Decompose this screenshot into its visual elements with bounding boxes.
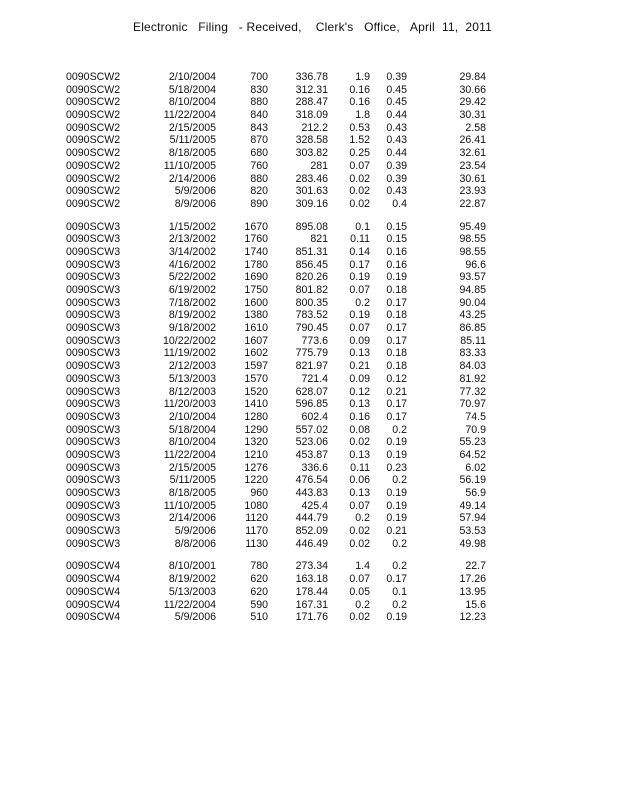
table-cell: 1410 — [244, 398, 268, 411]
table-cell: 0090SCW3 — [66, 296, 121, 309]
table-cell: 84.03 — [459, 360, 486, 373]
table-cell: 0.45 — [386, 96, 407, 109]
table-cell: 0.02 — [349, 611, 370, 624]
table-cell: 0.09 — [349, 372, 370, 385]
table-cell: 0.07 — [349, 499, 370, 512]
table-cell: 178.44 — [295, 585, 328, 598]
table-cell: 1602 — [244, 347, 268, 360]
table-cell: 1220 — [244, 474, 268, 487]
table-cell: 820.26 — [295, 271, 328, 284]
table-cell: 620 — [250, 573, 268, 586]
table-cell: 0090SCW4 — [66, 573, 121, 586]
table-cell: 0.2 — [355, 512, 370, 525]
table-cell: 55.23 — [459, 436, 486, 449]
page-header: Electronic Filing - Received, Clerk's Office, April 11, 2011 — [132, 20, 493, 34]
table-cell: 23.93 — [459, 185, 486, 198]
table-cell: 0090SCW3 — [66, 372, 121, 385]
table-cell: 1610 — [244, 322, 268, 335]
table-cell: 17.26 — [459, 573, 486, 586]
table-cell: 2/10/2004 — [168, 71, 216, 83]
table-cell: 57.94 — [459, 512, 486, 525]
table-cell: 0.19 — [386, 487, 407, 499]
table-cell: 0.43 — [386, 121, 407, 134]
table-cell: 0090SCW3 — [66, 512, 121, 525]
table-cell: 1670 — [244, 220, 268, 233]
table-cell: 8/19/2002 — [168, 309, 216, 322]
table-cell: 0090SCW3 — [66, 220, 121, 233]
table-cell: 0.2 — [392, 560, 407, 573]
table-cell: 0090SCW3 — [66, 347, 121, 360]
table-cell: 700 — [250, 71, 268, 83]
table-cell: 801.82 — [295, 284, 328, 296]
table-cell: 596.85 — [295, 398, 328, 411]
table-cell: 0090SCW4 — [66, 611, 121, 624]
table-cell: 0.2 — [392, 423, 407, 436]
table-cell: 3/14/2002 — [168, 245, 216, 258]
table-cell: 880 — [250, 172, 268, 185]
table-cell: 90.04 — [459, 296, 486, 309]
table-cell: 2/12/2003 — [168, 360, 216, 373]
table-cell: 6/19/2002 — [168, 284, 216, 296]
table-cell: 0.16 — [386, 258, 407, 271]
table-cell: 5/11/2005 — [169, 134, 216, 147]
table-cell: 8/18/2005 — [168, 147, 216, 160]
table-cell: 98.55 — [459, 245, 486, 258]
table-cell: 0.19 — [386, 611, 407, 624]
table-cell: 0.2 — [355, 296, 370, 309]
table-cell: 0.16 — [349, 83, 370, 96]
table-cell: 820 — [250, 185, 268, 198]
table-cell: 1290 — [244, 423, 268, 436]
table-cell: 0090SCW3 — [66, 284, 121, 296]
table-cell: 0.08 — [349, 423, 370, 436]
table-cell: 30.31 — [459, 109, 486, 122]
table-cell: 0090SCW2 — [66, 83, 121, 96]
table-cell: 523.06 — [295, 436, 328, 449]
table-cell: 303.82 — [295, 147, 328, 160]
table-cell: 800.35 — [295, 296, 328, 309]
table-cell: 0090SCW3 — [66, 461, 121, 474]
table-cell: 1780 — [244, 258, 268, 271]
table-cell: 5/18/2004 — [168, 83, 216, 96]
table-cell: 1740 — [244, 245, 268, 258]
table-cell: 444.79 — [295, 512, 328, 525]
table-cell: 77.32 — [459, 385, 486, 398]
table-cell: 0.17 — [386, 322, 407, 335]
table-cell: 0.15 — [386, 233, 407, 246]
table-cell: 1170 — [245, 525, 268, 538]
table-cell: 93.57 — [459, 271, 486, 284]
table-cell: 96.6 — [465, 258, 486, 271]
table-cell: 0.19 — [386, 512, 407, 525]
table-cell: 0.23 — [386, 461, 407, 474]
table-cell: 510 — [250, 611, 268, 624]
table-cell: 1320 — [244, 436, 268, 449]
table-cell: 0.1 — [392, 585, 407, 598]
table-cell: 11/10/2005 — [163, 499, 216, 512]
table-cell: 95.49 — [459, 220, 486, 233]
table-cell: 0.07 — [349, 573, 370, 586]
table-cell: 0090SCW3 — [66, 410, 121, 423]
table-cell: 11/20/2003 — [163, 398, 216, 411]
table-cell: 8/19/2002 — [168, 573, 216, 586]
table-cell: 15.6 — [465, 598, 486, 611]
table-cell: 0.44 — [386, 147, 407, 160]
table-cell: 773.6 — [301, 334, 328, 347]
table-cell: 2/14/2006 — [168, 172, 216, 185]
table-cell: 309.16 — [295, 197, 328, 210]
table-cell: 1.8 — [355, 109, 370, 122]
table-cell: 1210 — [244, 448, 268, 461]
table-cell: 212.2 — [301, 121, 328, 134]
table-cell: 0.1 — [355, 220, 370, 233]
table-cell: 23.54 — [459, 159, 486, 172]
table-cell: 628.07 — [295, 385, 328, 398]
table-cell: 0.2 — [392, 537, 407, 550]
table-cell: 49.98 — [459, 537, 486, 550]
table-cell: 0.13 — [349, 448, 370, 461]
table-cell: 856.45 — [295, 258, 328, 271]
table-cell: 8/10/2004 — [168, 96, 216, 109]
table-cell: 301.63 — [295, 185, 328, 198]
table-cell: 10/22/2002 — [162, 334, 216, 347]
table-cell: 11/22/2004 — [163, 448, 216, 461]
table-cell: 0090SCW3 — [66, 245, 121, 258]
table-cell: 70.97 — [459, 398, 486, 411]
table-cell: 0.18 — [386, 347, 407, 360]
table-cell: 0090SCW2 — [66, 96, 121, 109]
table-cell: 94.85 — [459, 284, 486, 296]
table-cell: 43.25 — [459, 309, 486, 322]
table-cell: 5/9/2006 — [174, 525, 216, 538]
table-cell: 0.17 — [386, 398, 407, 411]
table-cell: 0.2 — [355, 598, 370, 611]
table-cell: 0.4 — [392, 197, 407, 210]
table-cell: 273.34 — [295, 560, 328, 573]
table-cell: 0.07 — [349, 284, 370, 296]
table-cell: 32.61 — [459, 147, 486, 160]
table-cell: 895.08 — [295, 220, 328, 233]
table-cell: 312.31 — [295, 83, 328, 96]
table-cell: 680 — [250, 147, 268, 160]
table-cell: 0.18 — [386, 284, 407, 296]
table-cell: 443.83 — [295, 487, 328, 499]
table-cell: 5/13/2003 — [168, 372, 216, 385]
table-cell: 0.16 — [349, 96, 370, 109]
table-cell: 5/11/2005 — [169, 474, 216, 487]
table-cell: 0.16 — [349, 410, 370, 423]
table-cell: 1.52 — [349, 134, 370, 147]
table-cell: 0.19 — [349, 309, 370, 322]
table-cell: 1690 — [244, 271, 268, 284]
table-cell: 821.97 — [295, 360, 328, 373]
table-cell: 0.39 — [386, 172, 407, 185]
table-cell: 85.11 — [460, 334, 486, 347]
table-cell: 56.19 — [459, 474, 486, 487]
table-cell: 0.12 — [386, 372, 407, 385]
table-cell: 0.45 — [386, 83, 407, 96]
table-cell: 0.17 — [386, 410, 407, 423]
table-cell: 0090SCW3 — [66, 233, 121, 246]
table-cell: 821 — [310, 233, 328, 246]
table-cell: 0.21 — [349, 360, 370, 373]
table-cell: 0090SCW3 — [66, 436, 121, 449]
table-cell: 0090SCW3 — [66, 537, 121, 550]
table-cell: 840 — [250, 109, 268, 122]
table-cell: 1607 — [244, 334, 268, 347]
table-cell: 74.5 — [465, 410, 486, 423]
table-cell: 8/12/2003 — [168, 385, 216, 398]
table-cell: 0090SCW4 — [66, 585, 121, 598]
table-cell: 11/22/2004 — [163, 598, 216, 611]
table-cell: 851.31 — [295, 245, 328, 258]
table-cell: 843 — [250, 121, 268, 134]
table-cell: 0.25 — [349, 147, 370, 160]
table-cell: 1570 — [244, 372, 268, 385]
table-cell: 22.87 — [459, 197, 486, 210]
table-cell: 0.16 — [386, 245, 407, 258]
table-cell: 620 — [250, 585, 268, 598]
table-cell: 1.4 — [355, 560, 370, 573]
table-cell: 26.41 — [459, 134, 486, 147]
table-cell: 0.19 — [349, 271, 370, 284]
table-cell: 2/14/2006 — [168, 512, 216, 525]
table-cell: 29.42 — [459, 96, 486, 109]
table-cell: 167.31 — [295, 598, 328, 611]
table-cell: 1120 — [245, 512, 268, 525]
table-cell: 0.13 — [349, 398, 370, 411]
table-cell: 830 — [250, 83, 268, 96]
table-cell: 0090SCW3 — [66, 271, 121, 284]
table-cell: 318.09 — [295, 109, 328, 122]
table-cell: 1597 — [244, 360, 268, 373]
table-cell: 53.53 — [459, 525, 486, 538]
table-cell: 336.78 — [295, 71, 328, 83]
table-cell: 2/15/2005 — [168, 461, 216, 474]
table-cell: 0.18 — [386, 309, 407, 322]
table-cell: 1130 — [245, 537, 268, 550]
table-cell: 0.13 — [349, 347, 370, 360]
table-cell: 0.07 — [349, 322, 370, 335]
table-cell: 0.19 — [386, 271, 407, 284]
table-cell: 2/13/2002 — [168, 233, 216, 246]
table-cell: 49.14 — [459, 499, 486, 512]
table-cell: 0090SCW2 — [66, 197, 121, 210]
table-cell: 557.02 — [295, 423, 328, 436]
table-cell: 336.6 — [301, 461, 328, 474]
table-cell: 1760 — [244, 233, 268, 246]
table-cell: 0.02 — [349, 525, 370, 538]
table-cell: 11/19/2002 — [163, 347, 216, 360]
table-cell: 453.87 — [295, 448, 328, 461]
table-cell: 0.43 — [386, 134, 407, 147]
table-cell: 0090SCW2 — [66, 172, 121, 185]
table-cell: 1280 — [244, 410, 268, 423]
table-cell: 0.02 — [349, 185, 370, 198]
table-cell: 0.39 — [386, 71, 407, 83]
table-cell: 0090SCW2 — [66, 134, 121, 147]
table-cell: 476.54 — [295, 474, 328, 487]
table-cell: 1080 — [244, 499, 268, 512]
table-cell: 0.11 — [350, 233, 370, 246]
table-cell: 783.52 — [295, 309, 328, 322]
table-cell: 22.7 — [465, 560, 486, 573]
table-cell: 775.79 — [295, 347, 328, 360]
table-cell: 0.06 — [349, 474, 370, 487]
table-cell: 0.19 — [386, 436, 407, 449]
table-cell: 8/18/2005 — [168, 487, 216, 499]
table-cell: 5/9/2006 — [174, 185, 216, 198]
table-cell: 425.4 — [301, 499, 328, 512]
table-cell: 171.76 — [295, 611, 328, 624]
table-cell: 0090SCW2 — [66, 121, 121, 134]
table-cell: 0.21 — [386, 385, 407, 398]
table-cell: 98.55 — [459, 233, 486, 246]
table-cell: 890 — [250, 197, 268, 210]
table-cell: 328.58 — [295, 134, 328, 147]
table-cell: 86.85 — [459, 322, 486, 335]
table-cell: 0090SCW3 — [66, 398, 121, 411]
table-cell: 0.19 — [386, 499, 407, 512]
table-cell: 0.17 — [386, 573, 407, 586]
table-cell: 0090SCW4 — [66, 598, 121, 611]
table-cell: 590 — [250, 598, 268, 611]
table-cell: 13.95 — [459, 585, 486, 598]
table-cell: 0090SCW3 — [66, 385, 121, 398]
table-cell: 5/13/2003 — [168, 585, 216, 598]
table-cell: 7/18/2002 — [168, 296, 216, 309]
table-cell: 64.52 — [459, 448, 486, 461]
table-cell: 2/15/2005 — [168, 121, 216, 134]
table-cell: 30.61 — [459, 172, 486, 185]
table-cell: 6.02 — [465, 461, 486, 474]
table-cell: 0.17 — [349, 258, 370, 271]
table-cell: 0.21 — [386, 525, 407, 538]
table-cell: 0.09 — [349, 334, 370, 347]
table-cell: 0090SCW3 — [66, 258, 121, 271]
table-cell: 8/8/2006 — [174, 537, 216, 550]
table-cell: 0.02 — [349, 197, 370, 210]
table-cell: 2.58 — [465, 121, 486, 134]
table-cell: 30.66 — [459, 83, 486, 96]
table-cell: 1.9 — [355, 71, 370, 83]
table-cell: 0090SCW3 — [66, 334, 121, 347]
table-cell: 2/10/2004 — [168, 410, 216, 423]
table-cell: 0090SCW3 — [66, 423, 121, 436]
table-cell: 283.46 — [295, 172, 328, 185]
table-cell: 880 — [250, 96, 268, 109]
table-cell: 790.45 — [295, 322, 328, 335]
table-cell: 446.49 — [295, 537, 328, 550]
table-cell: 0.18 — [386, 360, 407, 373]
table-cell: 0.05 — [349, 585, 370, 598]
table-cell: 0.39 — [386, 159, 407, 172]
table-cell: 12.23 — [459, 611, 486, 624]
table-cell: 0.12 — [349, 385, 370, 398]
table-cell: 83.33 — [459, 347, 486, 360]
table-cell: 602.4 — [301, 410, 328, 423]
table-cell: 0.15 — [386, 220, 407, 233]
table-cell: 5/22/2002 — [168, 271, 216, 284]
table-cell: 0090SCW4 — [66, 560, 121, 573]
table-cell: 721.4 — [301, 372, 328, 385]
table-cell: 5/9/2006 — [174, 611, 216, 624]
table-cell: 870 — [250, 134, 268, 147]
table-cell: 0.11 — [350, 461, 370, 474]
table-cell: 11/10/2005 — [163, 159, 216, 172]
table-cell: 4/16/2002 — [168, 258, 216, 271]
table-cell: 0090SCW3 — [66, 474, 121, 487]
table-cell: 8/10/2001 — [168, 560, 216, 573]
table-cell: 0090SCW2 — [66, 185, 121, 198]
table-cell: 1520 — [244, 385, 268, 398]
table-cell: 0.2 — [392, 474, 407, 487]
table-cell: 1276 — [244, 461, 268, 474]
table-cell: 760 — [250, 159, 268, 172]
table-cell: 0090SCW2 — [66, 109, 121, 122]
table-cell: 0.13 — [349, 487, 370, 499]
table-cell: 70.9 — [465, 423, 486, 436]
table-cell: 81.92 — [459, 372, 486, 385]
table-cell: 0090SCW2 — [66, 71, 121, 83]
table-cell: 0090SCW3 — [66, 525, 121, 538]
table-cell: 0.07 — [349, 159, 370, 172]
table-cell: 0090SCW3 — [66, 309, 121, 322]
table-cell: 0090SCW3 — [66, 360, 121, 373]
table-cell: 56.9 — [465, 487, 486, 499]
table-cell: 0.02 — [349, 172, 370, 185]
table-cell: 780 — [250, 560, 268, 573]
table-cell: 0.02 — [349, 436, 370, 449]
table-cell: 11/22/2004 — [163, 109, 216, 122]
table-cell: 0090SCW2 — [66, 159, 121, 172]
table-cell: 0.17 — [386, 334, 407, 347]
table-cell: 0.14 — [349, 245, 370, 258]
table-cell: 163.18 — [295, 573, 328, 586]
table-cell: 0090SCW3 — [66, 499, 121, 512]
table-cell: 1750 — [244, 284, 268, 296]
table-cell: 0090SCW2 — [66, 147, 121, 160]
table-cell: 9/18/2002 — [168, 322, 216, 335]
table-cell: 288.47 — [295, 96, 328, 109]
table-cell: 29.84 — [459, 71, 486, 83]
table-cell: 281 — [310, 159, 328, 172]
table-cell: 1600 — [244, 296, 268, 309]
table-cell: 0.53 — [349, 121, 370, 134]
table-cell: 0090SCW3 — [66, 322, 121, 335]
table-cell: 852.09 — [295, 525, 328, 538]
table-cell: 0090SCW3 — [66, 487, 121, 499]
table-cell: 0.02 — [349, 537, 370, 550]
table-cell: 0.17 — [386, 296, 407, 309]
table-cell: 0.2 — [392, 598, 407, 611]
table-cell: 8/10/2004 — [168, 436, 216, 449]
table-cell: 960 — [250, 487, 268, 499]
table-cell: 0.44 — [386, 109, 407, 122]
table-cell: 0090SCW3 — [66, 448, 121, 461]
table-cell: 1/15/2002 — [168, 220, 216, 233]
table-cell: 1380 — [244, 309, 268, 322]
table-cell: 0.19 — [386, 448, 407, 461]
table-cell: 5/18/2004 — [168, 423, 216, 436]
table-cell: 0.43 — [386, 185, 407, 198]
table-cell: 8/9/2006 — [174, 197, 216, 210]
